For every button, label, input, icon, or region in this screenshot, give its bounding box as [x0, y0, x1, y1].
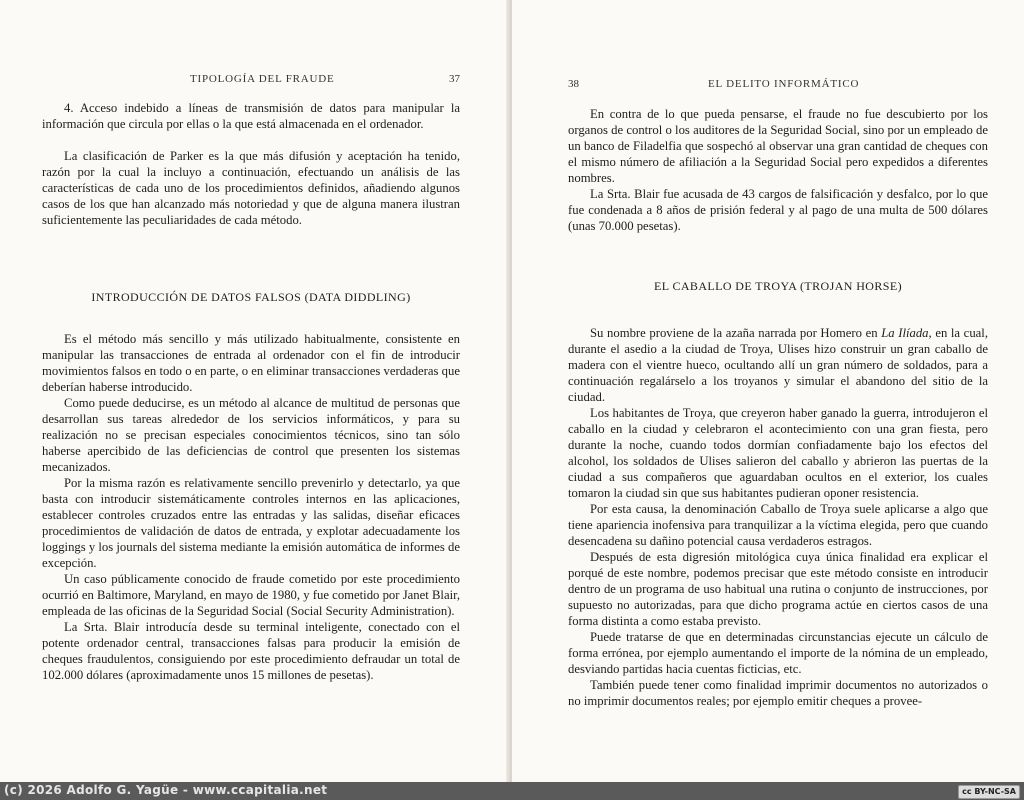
paragraph: Los habitantes de Troya, que creyeron haber ganado la guerra, introdujeron el caballo en la ciudad y celebraron el acontecimiento con una gran fiesta, pero durante la noche, cuando todos dormían confiadamente bajo los efectos del alcohol, los soldados de Ulises salieron del caballo y abrieron las puertas de la ciudad a sus compañeros que aguardaban ocultos en el exterior, los cuales tomaron la ciudad sin que sus habitantes pudieran oponer resistencia. [568, 406, 988, 500]
left-running-head: TIPOLOGÍA DEL FRAUDE [190, 73, 335, 85]
section-title-data-diddling: INTRODUCCIÓN DE DATOS FALSOS (DATA DIDDLING) [91, 290, 411, 304]
left-page-number: 37 [449, 73, 460, 85]
paragraph: En contra de lo que pueda pensarse, el fraude no fue descubierto por los organos de control o los auditores de la Seguridad Social, sino por un empleado de un banco de Filadelfia que sospechó al observar una gran cantidad de cheques con el mismo número de afiliación a la Seguridad Social pero expedidos a diferentes nombres. [568, 107, 988, 185]
paragraph [568, 325, 988, 405]
list-item-4: 4. Acceso indebido a líneas de transmisión de datos para manipular la información que circula por ellas o la que está almacenada en el ordenador. [42, 101, 460, 131]
paragraph: Como puede deducirse, es un método al alcance de multitud de personas que desarrollan sus tareas alrededor de los servicios informáticos, y para su realización no se precisan especiales conocimientos técnicos, sino tan sólo haberse apercibido de las deficiencias de control que presenten los sistemas mecanizados. [42, 396, 460, 474]
text: Su nombre proviene de la azaña narrada por Homero en [590, 326, 882, 340]
paragraph: Puede tratarse de que en determinadas circunstancias ejecute un cálculo de forma errónea, por ejemplo aumentando el importe de la nómina de un empleado, desviando partidas hacia cuentas ficticias, etc. [568, 630, 988, 676]
paragraph: Por esta causa, la denominación Caballo de Troya suele aplicarse a algo que tiene apariencia inofensiva para tranquilizar a la víctima elegida, pero que cuando desencadena su dañino potencial causa verdaderos estragos. [568, 502, 988, 548]
text: en la cual, durante el asedio a la ciudad de Troya, Ulises hizo construir un gran caballo de madera con el vientre hueco, ocultando allí un gran número de soldados, para a continuación regalárselo a los troyanos y simular el abandono del sitio de la ciudad. [568, 326, 988, 404]
left-column-top [42, 100, 460, 228]
right-page-number: 38 [568, 78, 579, 90]
right-page [512, 0, 1024, 782]
right-section [568, 278, 988, 294]
copyright-text: (c) 2026 Adolfo G. Yagüe - www.ccapitalia.net [4, 783, 328, 797]
paragraph: También puede tener como finalidad imprimir documentos no autorizados o no imprimir documentos reales; por ejemplo emitir cheques a provee- [568, 678, 988, 708]
cc-license-icon: cc BY-NC-SA [958, 785, 1020, 799]
paragraph: La Srta. Blair introducía desde su terminal inteligente, conectado con el potente ordenador central, transacciones falsas para producir la emisión de cheques fraudulentos, consiguiendo por este procedimiento defraudar un total de 102.000 dólares (aproximadamente unos 15 millones de pesetas). [42, 620, 460, 682]
book-title-iliad: La Ilíada, [881, 326, 932, 340]
parker-paragraph: La clasificación de Parker es la que más difusión y aceptación ha tenido, razón por la cual la incluyo a continuación, efectuando un análisis de las características de cada uno de los procedimientos definidos, añadiendo algunos casos de los que han alcanzado más notoriedad y que de alguna manera ilustran suficientemente las peculiaridades de cada método. [42, 149, 460, 227]
left-column-body [42, 331, 460, 683]
copyright-footer [0, 782, 1024, 800]
paragraph: Es el método más sencillo y más utilizado habitualmente, consistente en manipular las transacciones de entrada al ordenador con el fin de introducir movimientos falsos en todo o en parte, o en eliminar transacciones verdaderas que deberían haberse introducido. [42, 332, 460, 394]
paragraph: Un caso públicamente conocido de fraude cometido por este procedimiento ocurrió en Baltimore, Maryland, en mayo de 1980, y fue cometido por Janet Blair, empleada de las oficinas de la Seguridad Social (Social Security Administration). [42, 572, 460, 618]
paragraph: Después de esta digresión mitológica cuya única finalidad era explicar el porqué de este nombre, podemos precisar que este método consiste en introducir dentro de un programa de uso habitual una rutina o conjunto de instrucciones, por supuesto no autorizadas, para que dicho programa actúe en ciertos casos de una forma distinta a como estaba previsto. [568, 550, 988, 628]
left-section [42, 289, 460, 305]
right-running-head: EL DELITO INFORMÁTICO [708, 78, 860, 90]
left-page [0, 0, 508, 782]
right-column-body [568, 325, 988, 709]
paragraph: La Srta. Blair fue acusada de 43 cargos de falsificación y desfalco, por lo que fue condenada a 8 años de prisión federal y al pago de una multa de 500 dólares (unas 70.000 pesetas). [568, 187, 988, 233]
section-title-trojan-horse: EL CABALLO DE TROYA (TROJAN HORSE) [654, 279, 902, 293]
paragraph: Por la misma razón es relativamente sencillo prevenirlo y detectarlo, ya que basta con introducir sistemáticamente controles internos en las aplicaciones, establecer controles cruzados entre las entradas y las salidas, diseñar eficaces procedimientos de validación de datos de entrada, y explotar adecuadamente los loggings y los journals del sistema mediante la emisión automática de informes de excepción. [42, 476, 460, 570]
right-column-top [568, 106, 988, 234]
